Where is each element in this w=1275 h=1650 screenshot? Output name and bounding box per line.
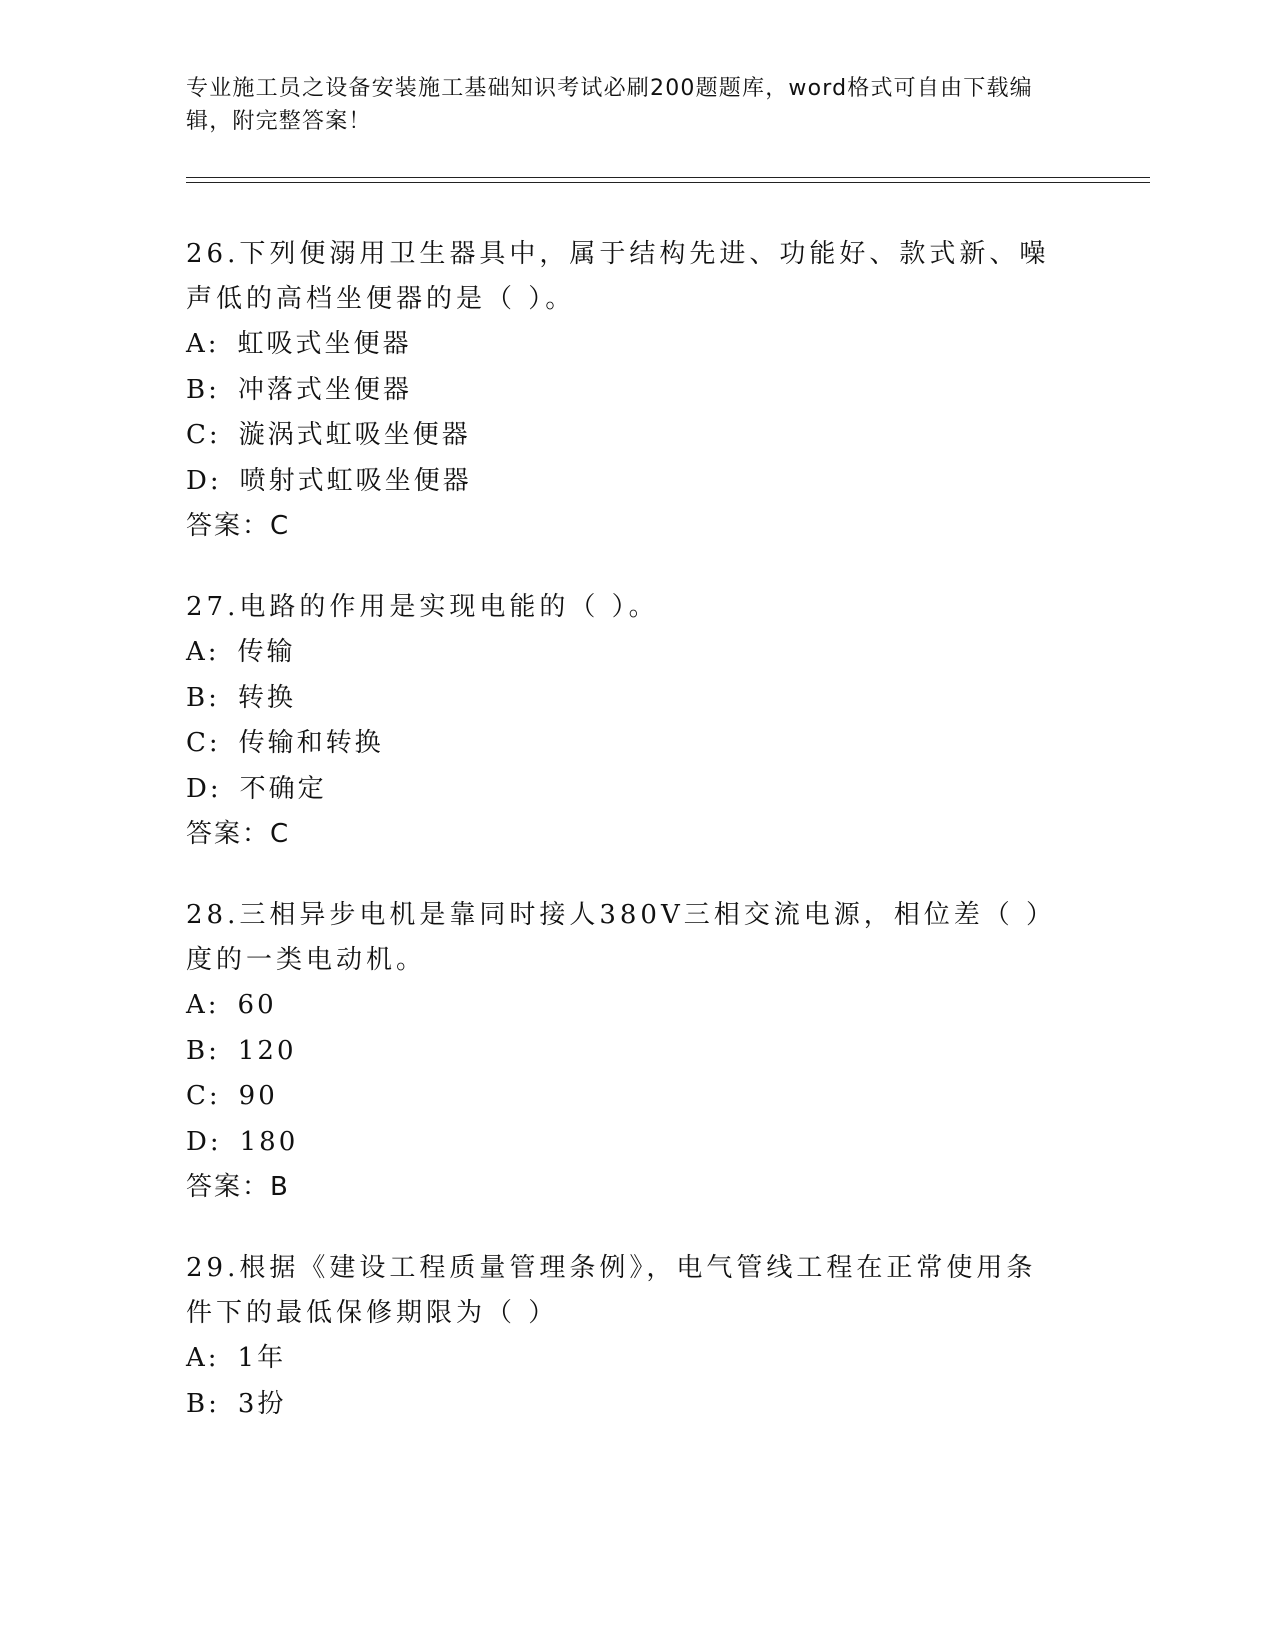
option-c [186, 721, 1066, 767]
option-key: B: [186, 1035, 220, 1066]
option-a [186, 322, 1066, 368]
question-29 [186, 1246, 1066, 1427]
document-header [186, 72, 1066, 138]
option-text: 转换 [237, 682, 296, 713]
option-key: C: [186, 728, 221, 758]
option-key: A: [186, 329, 220, 359]
option-key: B: [186, 1388, 220, 1419]
option-text: 虹吸式坐便器 [237, 329, 412, 359]
question-stem: 29.根据《建设工程质量管理条例》，电气管线工程在正常使用条件下的最低保修期限为（ ） [186, 1253, 1037, 1328]
question-26 [186, 232, 1066, 549]
question-28 [186, 893, 1066, 1210]
option-text: 喷射式虹吸坐便器 [239, 465, 472, 496]
option-c [186, 1074, 1066, 1120]
answer-line: 答案：C [186, 511, 291, 541]
option-text: 60 [237, 990, 277, 1020]
option-text: 不确定 [239, 773, 327, 804]
option-key: A: [186, 990, 220, 1020]
option-c [186, 413, 1066, 459]
option-d [186, 1120, 1066, 1166]
question-27 [186, 585, 1066, 857]
option-text: 180 [239, 1126, 299, 1157]
option-key: B: [186, 374, 220, 405]
option-d [186, 459, 1066, 505]
option-key: B: [186, 682, 220, 713]
header-rule-top [186, 177, 1150, 178]
question-stem: 27.电路的作用是实现电能的（ ）。 [186, 592, 659, 622]
question-stem: 26.下列便溺用卫生器具中，属于结构先进、功能好、款式新、噪声低的高档坐便器的是（ ）。 [186, 239, 1050, 314]
option-text: 冲落式坐便器 [237, 374, 412, 405]
option-a [186, 983, 1066, 1029]
header-rule-bottom [186, 182, 1150, 183]
question-list [186, 232, 1066, 1463]
option-b [186, 1029, 1066, 1075]
option-text: 120 [237, 1035, 297, 1066]
option-b [186, 676, 1066, 722]
option-a [186, 1336, 1066, 1382]
option-text: 90 [238, 1081, 278, 1111]
option-text: 1年 [237, 1343, 287, 1373]
option-key: D: [186, 465, 222, 496]
option-text: 3扮 [237, 1388, 287, 1419]
option-key: D: [186, 1126, 222, 1157]
option-key: C: [186, 420, 221, 450]
option-text: 传输和转换 [238, 728, 384, 758]
option-a [186, 630, 1066, 676]
option-text: 漩涡式虹吸坐便器 [238, 420, 471, 450]
option-key: A: [186, 637, 220, 667]
option-key: C: [186, 1081, 221, 1111]
question-stem: 28.三相异步电机是靠同时接人380V三相交流电源，相位差（ ）度的一类电动机。 [186, 900, 1057, 975]
answer-line: 答案：B [186, 1172, 290, 1202]
option-key: A: [186, 1343, 220, 1373]
option-b [186, 1382, 1066, 1428]
header-title: 专业施工员之设备安装施工基础知识考试必刷200题题库，word格式可自由下载编辑，附完整答案！ [186, 76, 1033, 134]
option-text: 传输 [237, 637, 296, 667]
option-key: D: [186, 773, 222, 804]
answer-line: 答案：C [186, 819, 291, 849]
option-b [186, 368, 1066, 414]
option-d [186, 767, 1066, 813]
